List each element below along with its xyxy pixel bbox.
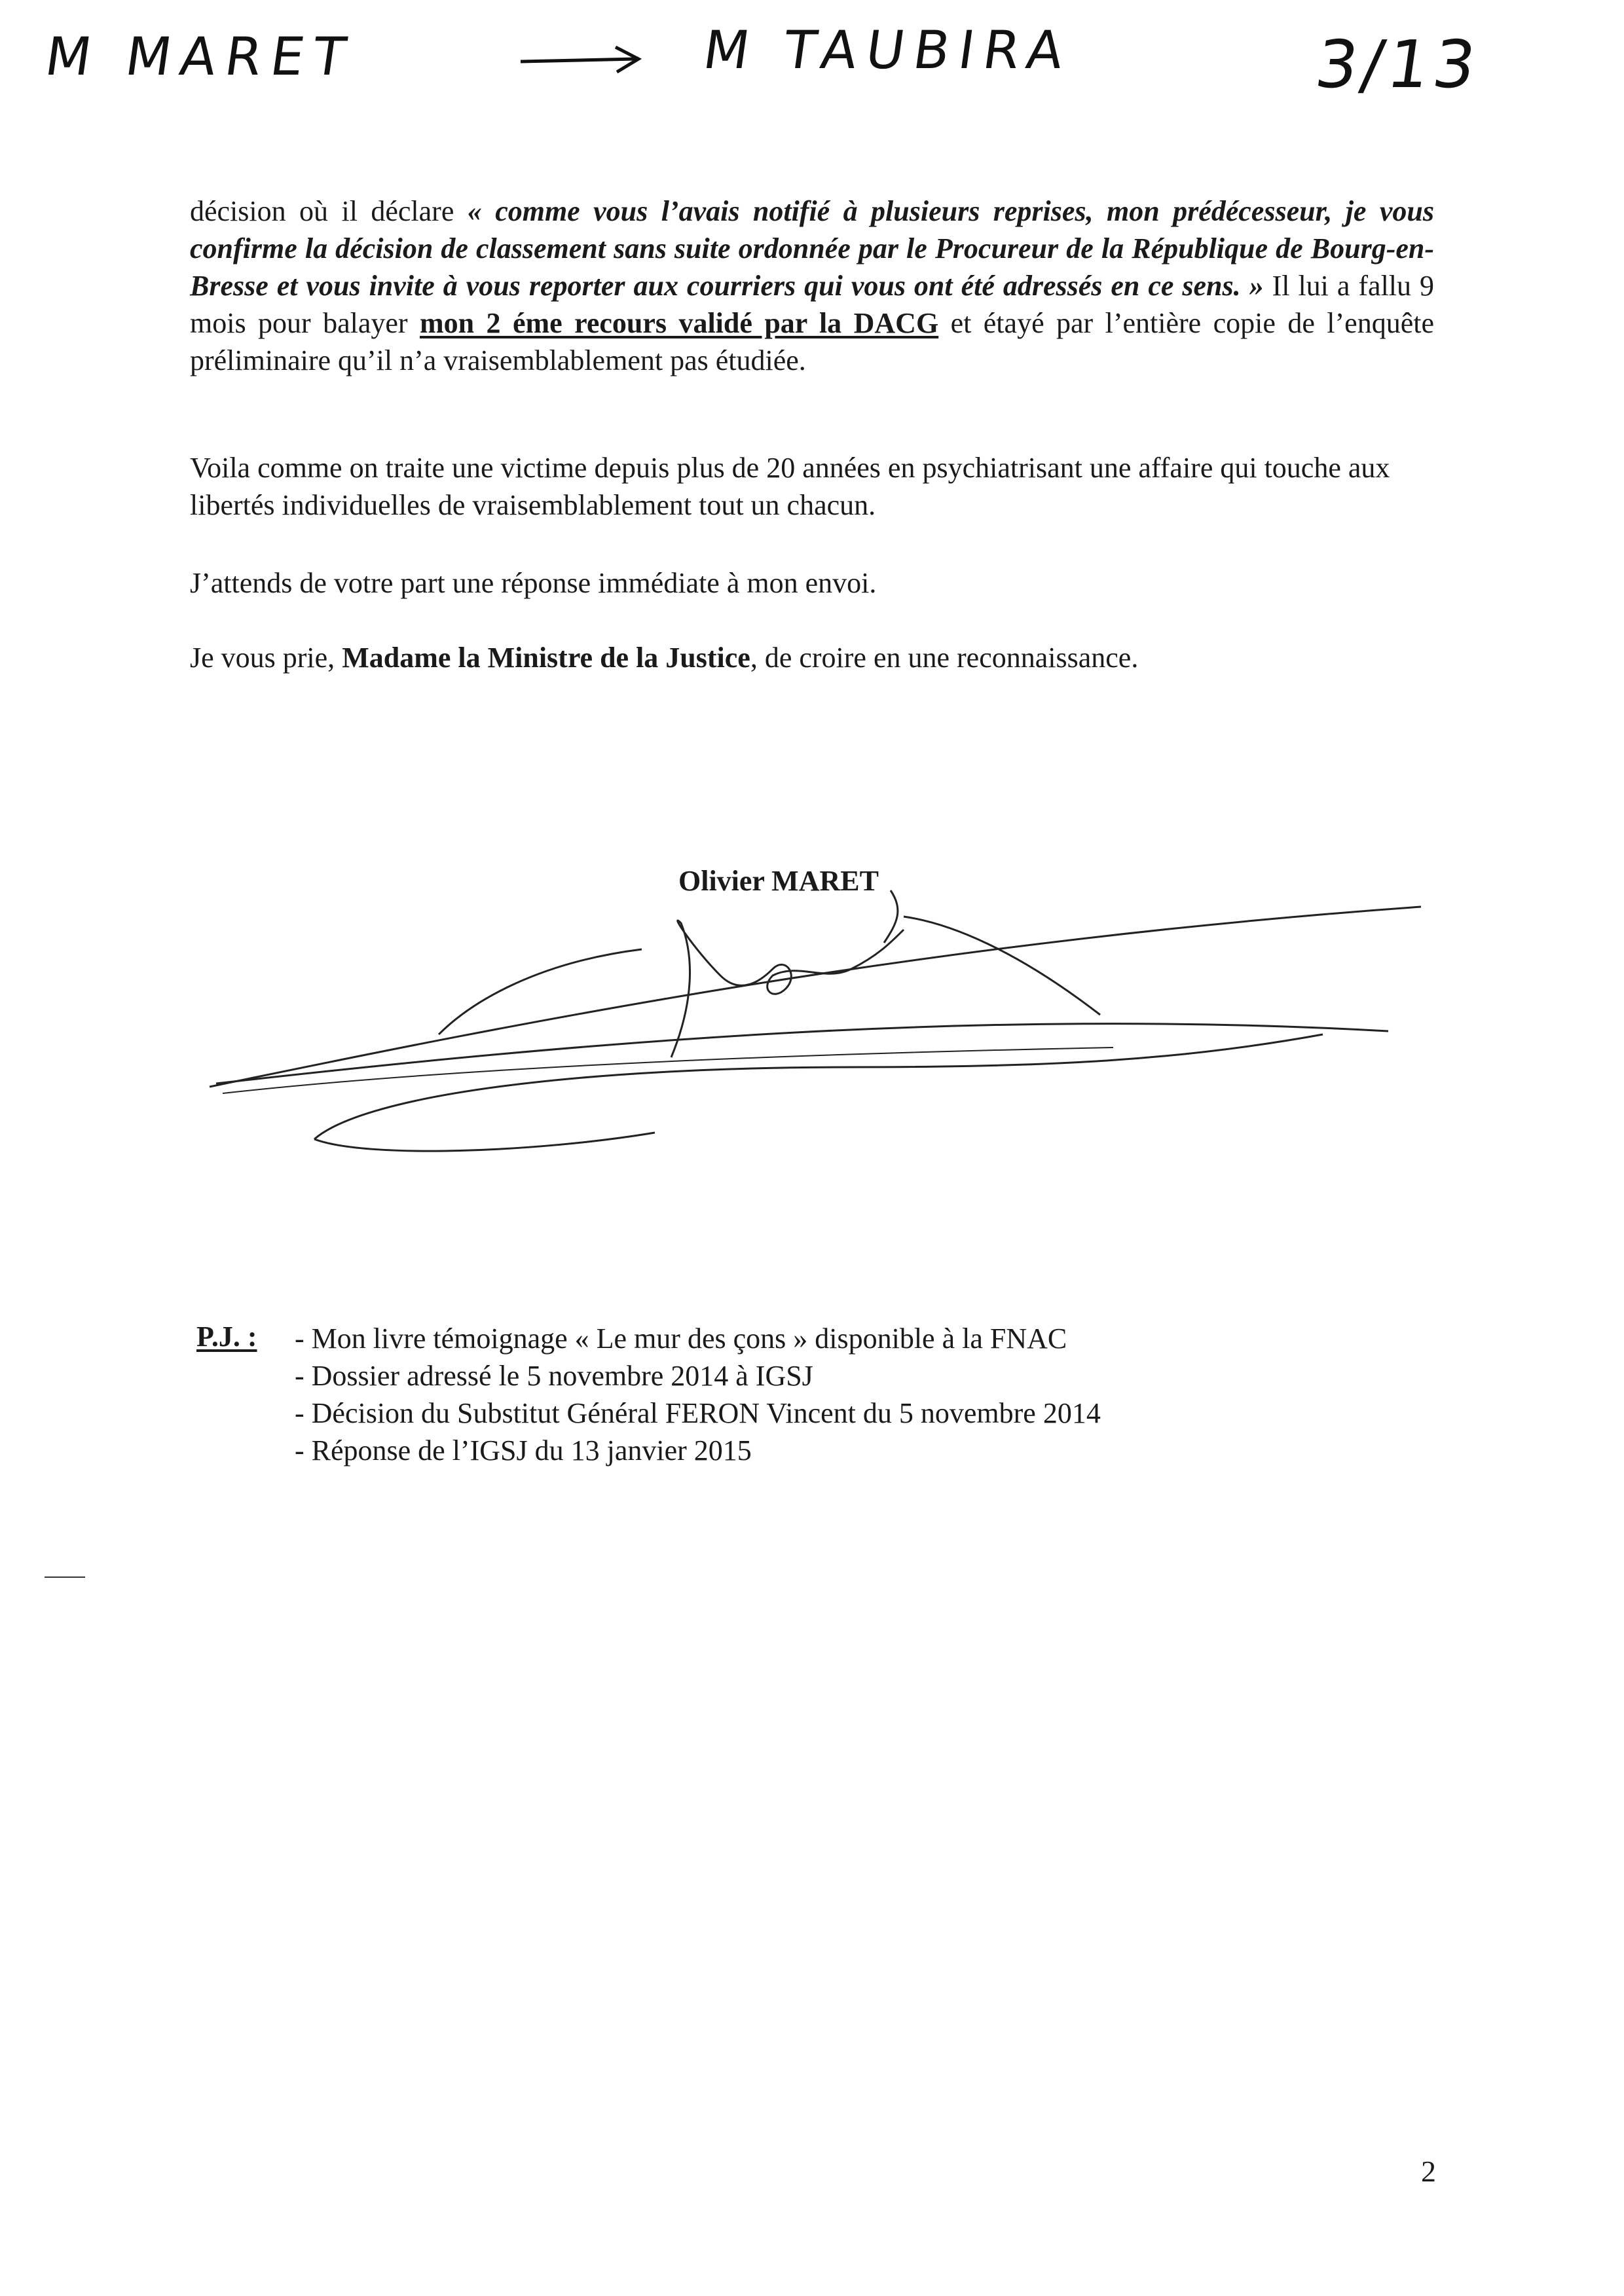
attachments-label: P.J. : (196, 1321, 257, 1353)
paragraph-victim: Voila comme on traite une victime depuis plus de 20 années en psychiatrisant une affaire qui touche aux libertés individuelles de vraisemblablement tout un chacun. (190, 452, 1390, 521)
attachment-item: - Réponse de l’IGSJ du 13 janvier 2015 (295, 1434, 752, 1467)
handwritten-recipient: M TAUBIRA (699, 20, 1077, 81)
paragraph-request: J’attends de votre part une réponse immédiate à mon envoi. (190, 567, 877, 599)
attachment-item: - Mon livre témoignage « Le mur des çons » disponible à la FNAC (295, 1322, 1067, 1355)
handwritten-arrow-icon (517, 39, 648, 79)
page-number: 2 (1421, 2155, 1436, 2188)
paragraph-text: Il lui a fallu 9 mois pour balayer (190, 270, 1434, 339)
closing-text: , de croire en une reconnaissance. (750, 642, 1139, 674)
paragraph-text: et étayé par l’entière copie de l’enquête préliminaire qu’il n’a vraisemblablement pas étudiée. (190, 307, 1434, 376)
attachment-item: - Décision du Substitut Général FERON Vincent du 5 novembre 2014 (295, 1397, 1101, 1429)
attachments-list (295, 1320, 1101, 1469)
closing-text: Je vous prie, (190, 642, 342, 674)
underlined-recourse: mon 2 éme recours validé par la DACG (419, 307, 939, 339)
paragraph-closing (190, 639, 1434, 676)
paragraph-decision (190, 192, 1434, 379)
quoted-decision: « comme vous l’avais notifié à plusieurs reprises, mon prédécesseur, je vous confirme la décision de classement sans suite ordonnée par le Procureur de la République de Bourg-en-Bresse et vous invite à vous reporter aux courriers qui vous ont été adressés en ce sens. » (190, 195, 1434, 302)
handwritten-page-marker: 3/13 (1310, 26, 1485, 103)
handwritten-sender: M MARET (41, 26, 359, 87)
signer-name: Olivier MARET (678, 865, 879, 897)
handwritten-signature-icon (196, 871, 1441, 1185)
attachment-item: - Dossier adressé le 5 novembre 2014 à IGSJ (295, 1360, 813, 1392)
addressee-title: Madame la Ministre de la Justice (342, 642, 750, 674)
paragraph-text: décision où il déclare (190, 195, 468, 227)
margin-dash (45, 1576, 85, 1578)
